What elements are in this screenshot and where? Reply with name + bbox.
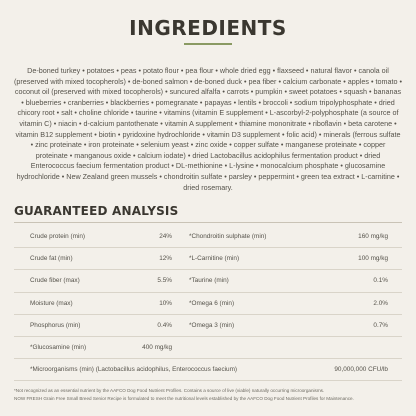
nutrient-value: 24% (159, 233, 172, 240)
nutrient-label: *Omega 6 (min) (189, 299, 235, 307)
nutrient-label: *Chondroitin sulphate (min) (189, 233, 267, 240)
guaranteed-analysis-table (14, 226, 402, 381)
nutrient-value: 90,000,000 CFU/lb (334, 366, 388, 374)
nutrient-value: 0.7% (373, 321, 388, 329)
nutrient-label: Crude fat (min) (30, 255, 73, 263)
title-accent-rule (184, 43, 232, 45)
nutrient-label: Crude fiber (max) (30, 277, 80, 285)
nutrient-value: 400 mg/kg (142, 343, 172, 351)
nutrient-label: *L-Carnitine (min) (189, 255, 240, 263)
table-row (14, 315, 402, 337)
table-row-wide (14, 359, 402, 381)
nutrient-value: 2.0% (373, 299, 388, 307)
nutrient-value: 0.1% (373, 277, 388, 285)
footnotes (14, 388, 402, 405)
nutrient-value: 10% (159, 299, 172, 307)
table-row (14, 337, 402, 359)
table-row (14, 270, 402, 292)
nutrient-label: Crude protein (min) (30, 233, 86, 240)
nutrient-label: Moisture (max) (30, 299, 73, 307)
nutrient-value: 160 mg/kg (358, 233, 388, 240)
nutrient-value: 100 mg/kg (358, 255, 388, 263)
nutrient-label: *Taurine (min) (189, 277, 229, 285)
section-divider (14, 222, 402, 223)
nutrient-label: *Microorganisms (min) (Lactobacillus acidophilus, Enterococcus faecium) (30, 366, 238, 374)
ingredients-list: De-boned turkey • potatoes • peas • potato flour • pea flour • whole dried egg • flaxseed • natural flavor • canola oil (preserved with mixed tocopherols) • de-boned salmon • de-boned duck • pea fiber • calcium carbonate • apples • tomato • coconut oil (preserved with mixed tocopherols) • suncured alfalfa • carrots • pumpkin • sweet potatoes • squash • bananas • blueberries • cranberries • blackberries • pomegranate • papayas • lentils • broccoli • sodium tripolyphosphate • dried chicory root • salt • choline chloride • taurine • vitamins (vitamin E supplement • L-ascorbyl-2-polyphosphate (a source of vitamin C) • niacin • d-calcium pantothenate • vitamin A supplement • thiamine mononitrate • riboflavin • beta carotene • vitamin B12 supplement • biotin • pyridoxine hydrochloride • vitamin D3 supplement • folic acid) • minerals (ferrous sulfate • zinc proteinate • iron proteinate • selenium yeast • zinc oxide • copper sulfate • manganese proteinate • copper proteinate • manganous oxide • calcium iodate) • dried Lactobacillus acidophilus fermentation product • dried Enterococcus faecium fermentation product • DL-methionine • L-lysine • monocalcium phosphate • glucosamine hydrochloride • New Zealand green mussels • chondroitin sulfate • parsley • peppermint • green tea extract • L-carnitine • dried rosemary. (14, 66, 402, 192)
nutrient-label: *Glucosamine (min) (30, 343, 87, 351)
nutrient-value: 12% (159, 255, 172, 263)
guaranteed-analysis-title: GUARANTEED ANALYSIS (14, 204, 179, 218)
footnote-text: *Not recognized as an essential nutrient by the AAFCO Dog Food Nutrient Profiles. Contains a source of live (viable) naturally occurring microorganisms. (14, 388, 325, 393)
nutrient-value: 0.4% (157, 321, 172, 329)
nutrient-label: Phosphorus (min) (30, 321, 81, 329)
footnote-text: NOW FRESH Grain Free Small Breed Senior Recipe is formulated to meet the nutritional levels established by the AAFCO Dog Food Nutrient Profiles for Maintenance. (14, 396, 354, 402)
table-row (14, 226, 402, 248)
nutrient-label: *Omega 3 (min) (189, 321, 235, 329)
table-row (14, 293, 402, 315)
nutrient-value: 5.5% (157, 277, 172, 285)
table-row (14, 248, 402, 270)
ingredients-title: INGREDIENTS (129, 16, 287, 40)
